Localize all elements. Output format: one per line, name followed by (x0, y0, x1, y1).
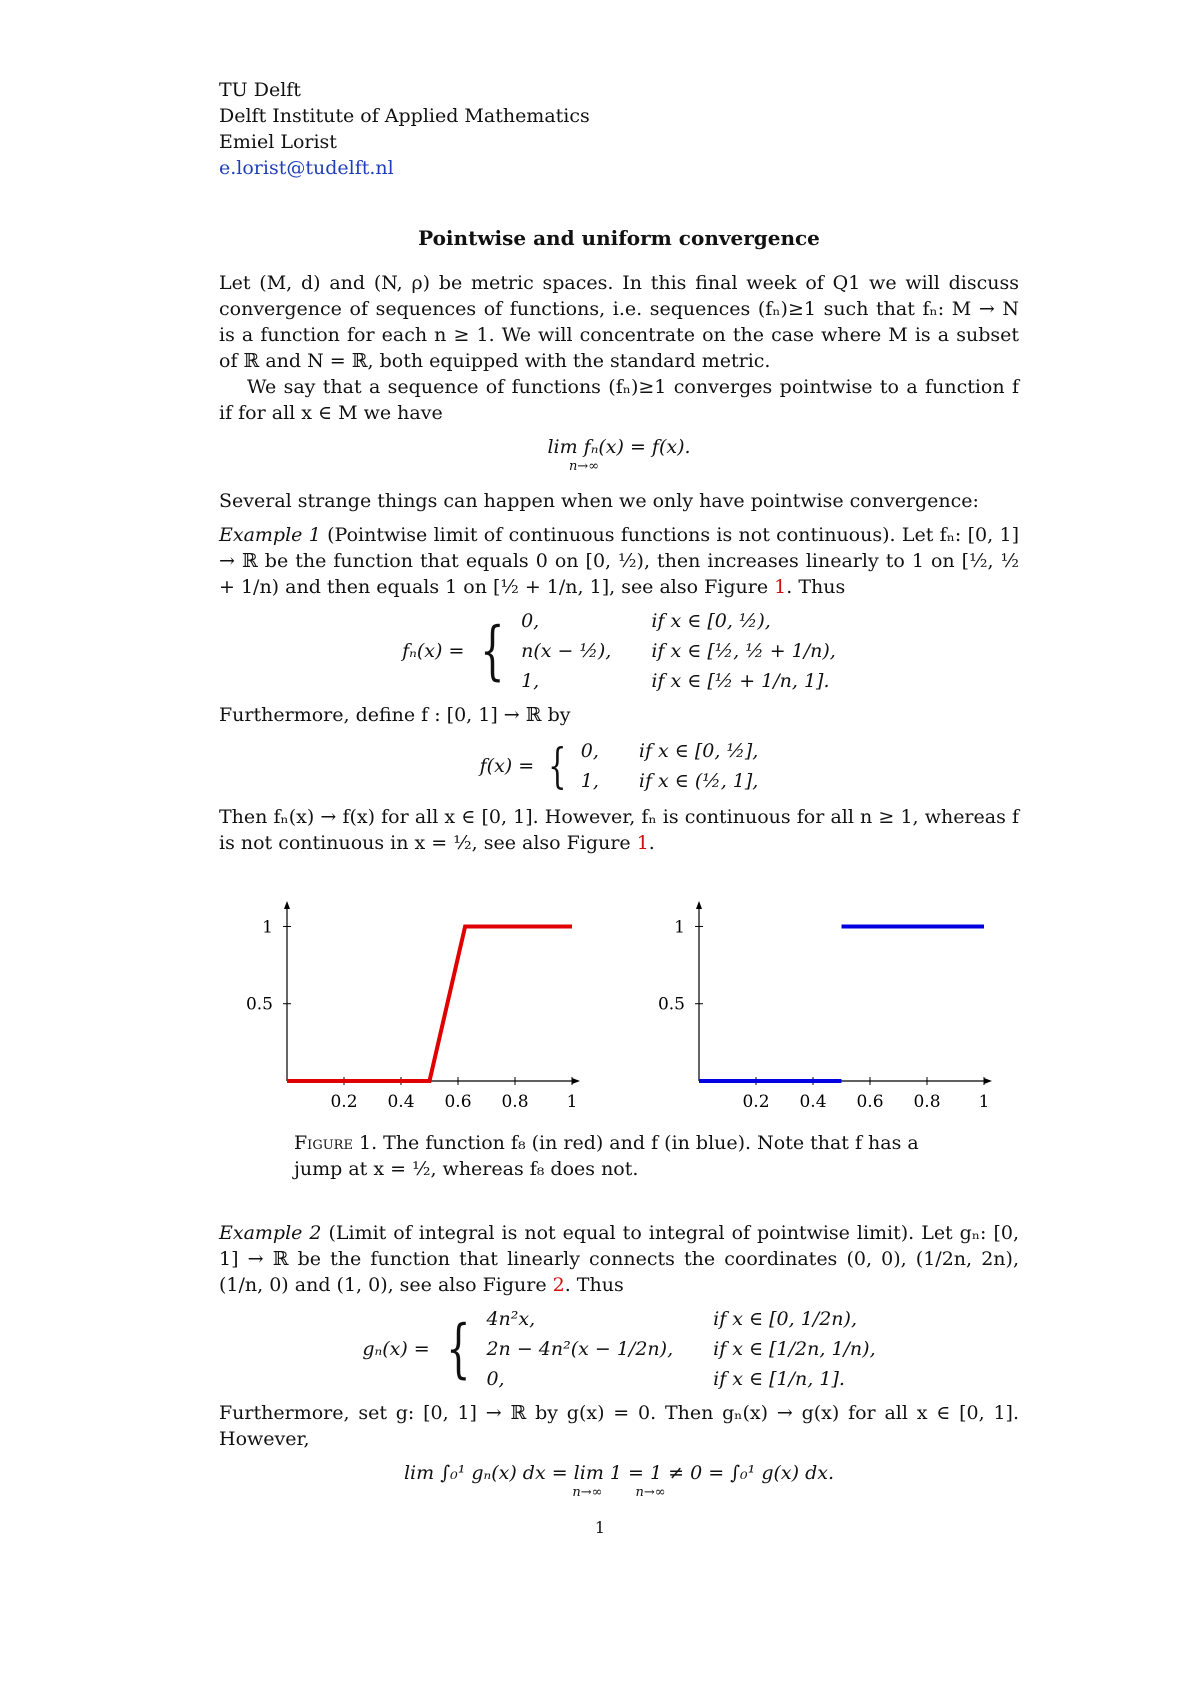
example-2-tail: . Thus (564, 1274, 624, 1296)
case-value: 1, (580, 770, 599, 792)
x-tick-label: 1 (978, 1092, 990, 1112)
case-value: 2n − 4n²(x − 1/2n), (486, 1338, 674, 1360)
f-definition (219, 736, 1019, 796)
paragraph-set-g: Furthermore, set g: [0, 1] → ℝ by g(x) = 0. Then gₙ(x) → g(x) for all x ∈ [0, 1]. However, (219, 1402, 1019, 1450)
department: Delft Institute of Applied Mathematics (219, 105, 590, 127)
case-cond: if x ∈ [0, ½], (638, 740, 759, 762)
y-tick-label: 1 (674, 917, 685, 938)
chart-f (658, 901, 992, 1112)
example-1-text (219, 522, 1019, 600)
case-cond: if x ∈ [½, ½ + 1/n), (651, 640, 836, 662)
then-text: Then fₙ(x) → f(x) for all x ∈ [0, 1]. However, fₙ is continuous for all n ≥ 1, whereas f is not continuous in x = ½, see also Figure (219, 806, 1019, 854)
figure-1-ref[interactable]: 1 (774, 576, 787, 598)
example-2-body: (Limit of integral is not equal to integral of pointwise limit). Let gₙ: [0, 1] → ℝ be the function that linearly connects the coordinates (0, 0), (1/2n, 2n), (1/n, 0) and (1, 0), see also Figure (219, 1222, 1019, 1296)
x-axis-arrow (984, 1078, 992, 1084)
case-cond: if x ∈ [½ + 1/n, 1]. (651, 670, 830, 692)
limit-equation-text: lim fₙ(x) = f(x). (547, 436, 691, 458)
then-tail: . (648, 832, 655, 854)
gn-definition (219, 1306, 1019, 1392)
example-1-label: Example 1 (219, 524, 321, 546)
example-2-section (219, 1220, 1019, 1514)
example-1-body: (Pointwise limit of continuous functions is not continuous). Let fₙ: [0, 1] → ℝ be the function that equals 0 on [0, ½), then increases linearly to 1 on [½, ½ + 1/n) and then equals 1 on [½ + 1/n, 1], see also Figure (219, 524, 1020, 598)
y-tick-label: 0.5 (245, 994, 273, 1015)
x-tick-label: 0.6 (856, 1092, 884, 1112)
case-value: 0, (521, 610, 540, 632)
case-value: 0, (486, 1368, 505, 1390)
case-value: 4n²x, (486, 1308, 536, 1330)
case-cond: if x ∈ [1/n, 1]. (713, 1368, 845, 1390)
paragraph-then (219, 804, 1019, 856)
figure-1 (219, 885, 1019, 1145)
caption-label: Figure 1. (294, 1132, 378, 1154)
case-value: n(x − ½), (521, 640, 612, 662)
case-value: 0, (580, 740, 599, 762)
x-tick-label: 0.4 (799, 1092, 827, 1112)
limit-subscript: n→∞ (568, 459, 600, 474)
x-tick-label: 0.4 (387, 1092, 415, 1112)
institution: TU Delft (219, 79, 301, 101)
left-brace: { (480, 614, 505, 688)
example-2-text (219, 1220, 1019, 1298)
x-tick-label: 0.8 (913, 1092, 941, 1112)
f-lhs: f(x) = (479, 755, 535, 777)
series-line-f_8 (287, 926, 572, 1081)
fn-definition (219, 608, 1019, 694)
left-brace: { (445, 1312, 471, 1386)
email-link[interactable]: e.lorist@tudelft.nl (219, 157, 394, 179)
caption-text: The function f₈ (in red) and f (in blue). Note that f has a jump at x = ½, whereas f₈ does not. (294, 1132, 919, 1180)
x-tick-label: 0.6 (444, 1092, 472, 1112)
limit-equation (219, 434, 1019, 480)
page-number: 1 (594, 1518, 606, 1537)
paragraph-intro: Let (M, d) and (N, ρ) be metric spaces. In this final week of Q1 we will discuss convergence of sequences of functions, i.e. sequences (fₙ)≥1 such that fₙ: M → N is a function for each n ≥ 1. We will concentrate on the case where M is a subset of ℝ and N = ℝ, both equipped with the standard metric. (219, 272, 1019, 372)
integral-equation-text: lim ∫₀¹ gₙ(x) dx = lim 1 = 1 ≠ 0 = ∫₀¹ g(x) dx. (403, 1462, 834, 1484)
case-cond: if x ∈ (½, 1], (638, 770, 759, 792)
document-header (219, 77, 590, 181)
figure-1-ref[interactable]: 1 (636, 832, 649, 854)
integral-subscripts: n→∞ n→∞ (572, 1485, 666, 1500)
intro-section (219, 270, 1019, 856)
author: Emiel Lorist (219, 131, 337, 153)
x-axis-arrow (572, 1078, 580, 1084)
y-tick-label: 0.5 (657, 994, 685, 1015)
document-title: Pointwise and uniform convergence (418, 226, 820, 250)
x-tick-label: 1 (566, 1092, 578, 1112)
left-brace: { (548, 738, 567, 794)
x-tick-label: 0.8 (501, 1092, 529, 1112)
example-2-label: Example 2 (219, 1222, 322, 1244)
chart-f8 (246, 901, 580, 1112)
paragraph-define-f: Furthermore, define f : [0, 1] → ℝ by (219, 704, 571, 726)
gn-lhs: gₙ(x) = (362, 1338, 430, 1360)
x-tick-label: 0.2 (330, 1092, 358, 1112)
fn-lhs: fₙ(x) = (402, 640, 465, 662)
case-cond: if x ∈ [0, ½), (651, 610, 771, 632)
paragraph-definition: We say that a sequence of functions (fₙ)≥1 converges pointwise to a function f if for all x ∈ M we have (219, 376, 1019, 424)
case-cond: if x ∈ [1/2n, 1/n), (713, 1338, 876, 1360)
y-tick-label: 1 (262, 917, 273, 938)
y-axis-arrow (696, 901, 702, 909)
x-tick-label: 0.2 (742, 1092, 770, 1112)
example-1-tail: . Thus (786, 576, 846, 598)
figure-caption (294, 1130, 954, 1182)
paragraph-strange: Several strange things can happen when we only have pointwise convergence: (219, 490, 979, 512)
y-axis-arrow (284, 901, 290, 909)
case-cond: if x ∈ [0, 1/2n), (713, 1308, 857, 1330)
figure-2-ref[interactable]: 2 (552, 1274, 565, 1296)
integral-equation (219, 1460, 1019, 1506)
case-value: 1, (521, 670, 540, 692)
